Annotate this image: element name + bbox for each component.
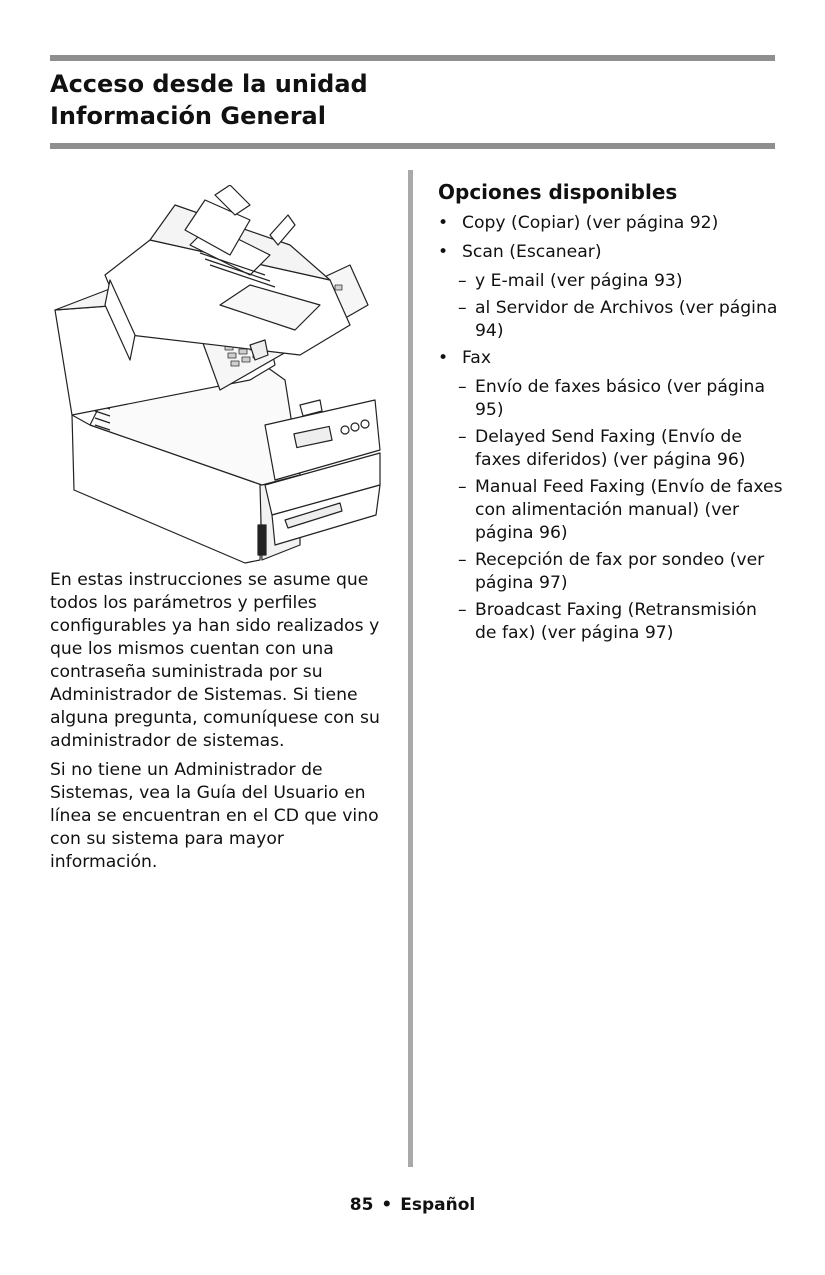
options-list [438,212,783,645]
title-line-2: Información General [50,102,326,130]
list-item-text: Copy (Copiar) (ver página 92) [462,213,719,233]
list-item-scan [438,241,783,264]
footer-separator: • [381,1195,393,1215]
sub-item-text: Delayed Send Faxing (Envío de faxes diferidos) (ver página 96) [475,427,746,470]
sub-item-text: Broadcast Faxing (Retransmisión de fax) (ver página 97) [475,600,757,643]
page-footer [0,1193,825,1217]
bullet-mark: • [438,348,449,368]
sub-item-scan-email [438,270,783,293]
page-title [50,68,368,132]
sub-item-text: y E-mail (ver página 93) [475,271,683,291]
sub-item-text: Recepción de fax por sondeo (ver página 97) [475,550,765,593]
list-item-fax [438,347,783,370]
sub-item-fax-manual [438,476,783,545]
column-divider [408,170,413,1167]
sub-item-text: Envío de faxes básico (ver página 95) [475,377,765,420]
options-heading: Opciones disponibles [438,180,678,204]
sub-item-scan-server [438,297,783,343]
bottom-rule [50,143,775,149]
title-line-1: Acceso desde la unidad [50,70,368,98]
list-item-text: Scan (Escanear) [462,242,602,262]
sub-item-fax-broadcast [438,599,783,645]
dash-mark: – [458,377,467,397]
options-section [438,178,783,649]
sub-item-fax-delayed [438,426,783,472]
intro-text [50,569,390,880]
intro-paragraph-2: Si no tiene un Administrador de Sistemas, vea la Guía del Usuario en línea se encuentran en el CD que vino con su sistema para mayor información. [50,760,379,872]
list-item-text: Fax [462,348,492,368]
dash-mark: – [458,550,467,570]
dash-mark: – [458,600,467,620]
top-rule [50,55,775,61]
sub-item-text: Manual Feed Faxing (Envío de faxes con alimentación manual) (ver página 96) [475,477,783,543]
sub-item-fax-basic [438,376,783,422]
dash-mark: – [458,271,467,291]
printer-illustration [50,185,390,570]
footer-language: Español [400,1195,476,1215]
dash-mark: – [458,477,467,497]
page-number: 85 [349,1195,374,1215]
sub-item-fax-polling [438,549,783,595]
intro-paragraph-1: En estas instrucciones se asume que todos los parámetros y perfiles configurables ya han sido realizados y que los mismos cuentan con una contraseña suministrada por su Administrador de Sistemas. Si tiene alguna pregunta, comuníquese con su administrador de sistemas. [50,570,380,751]
bullet-mark: • [438,213,449,233]
list-item-copy [438,212,783,235]
bullet-mark: • [438,242,449,262]
dash-mark: – [458,298,467,318]
dash-mark: – [458,427,467,447]
sub-item-text: al Servidor de Archivos (ver página 94) [475,298,778,341]
